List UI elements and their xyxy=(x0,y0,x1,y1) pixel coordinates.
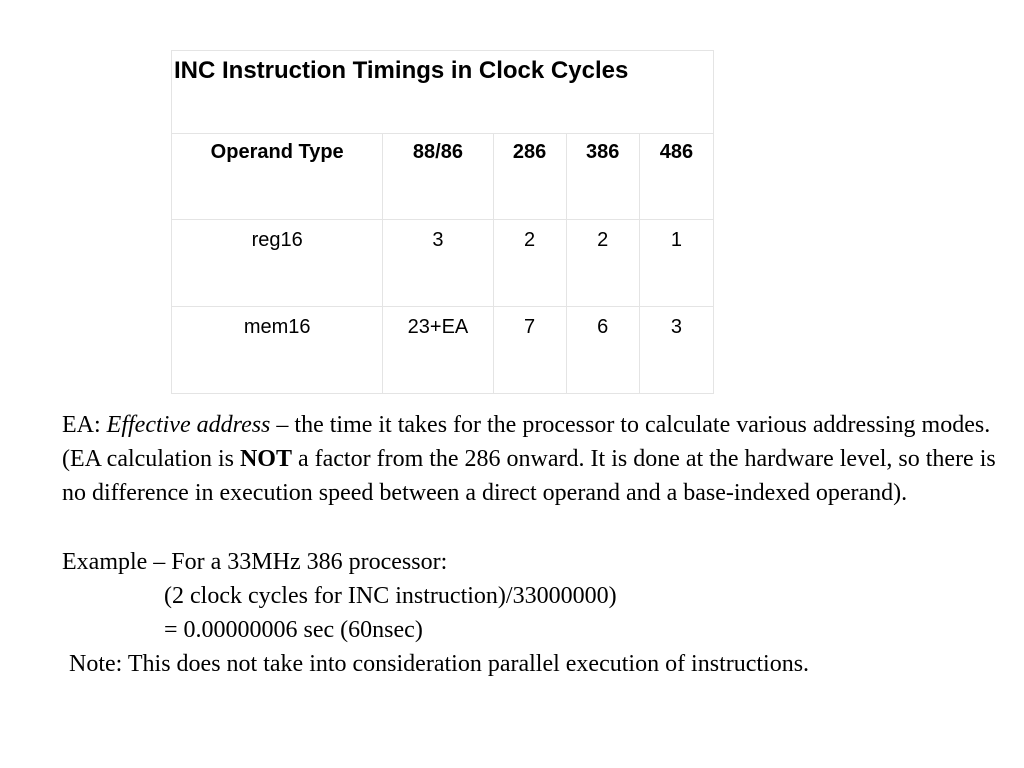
table-cell: 6 xyxy=(566,307,639,394)
example-intro: Example – For a 33MHz 386 processor: xyxy=(62,548,448,575)
header-486: 486 xyxy=(639,134,713,220)
ea-definition xyxy=(62,408,1022,442)
ea-label: EA: xyxy=(62,412,107,438)
table-cell: 2 xyxy=(493,220,566,307)
ea-calculation-note xyxy=(62,442,1022,510)
calc-emphasis: NOT xyxy=(239,446,292,473)
table-header-row xyxy=(172,134,714,220)
notes-section xyxy=(62,408,1022,681)
table-cell: 2 xyxy=(566,220,639,307)
table-cell: 23+EA xyxy=(383,307,493,394)
example-line-1: (2 clock cycles for INC instruction)/33000000) xyxy=(164,582,617,609)
spacer xyxy=(62,511,1022,545)
header-286: 286 xyxy=(493,134,566,220)
table-row-reg16 xyxy=(172,220,714,307)
table-cell: 7 xyxy=(493,307,566,394)
parallel-execution-note: Note: This does not take into consideration parallel execution of instructions. xyxy=(69,651,810,678)
calc-text-after: a factor from the 286 onward. It is done at the hardware level, so there is no difference in execution speed between a direct operand and a base-indexed operand). xyxy=(62,446,996,507)
header-operand-type: Operand Type xyxy=(172,134,383,220)
inc-timings-table xyxy=(171,50,714,394)
table-cell: mem16 xyxy=(172,307,383,394)
table-cell: 1 xyxy=(639,220,713,307)
table-title: INC Instruction Timings in Clock Cycles xyxy=(172,51,714,134)
calc-text-before: (EA calculation is xyxy=(62,446,240,473)
table-cell: 3 xyxy=(639,307,713,394)
example-line-2: = 0.00000006 sec (60nsec) xyxy=(164,617,423,644)
table-cell: 3 xyxy=(383,220,493,307)
table-row-mem16 xyxy=(172,307,714,394)
header-8886: 88/86 xyxy=(383,134,493,220)
ea-term: Effective address xyxy=(106,412,271,438)
table-cell: reg16 xyxy=(172,220,383,307)
ea-definition-text: – the time it takes for the processor to calculate various addressing modes. xyxy=(270,412,991,438)
header-386: 386 xyxy=(566,134,639,220)
